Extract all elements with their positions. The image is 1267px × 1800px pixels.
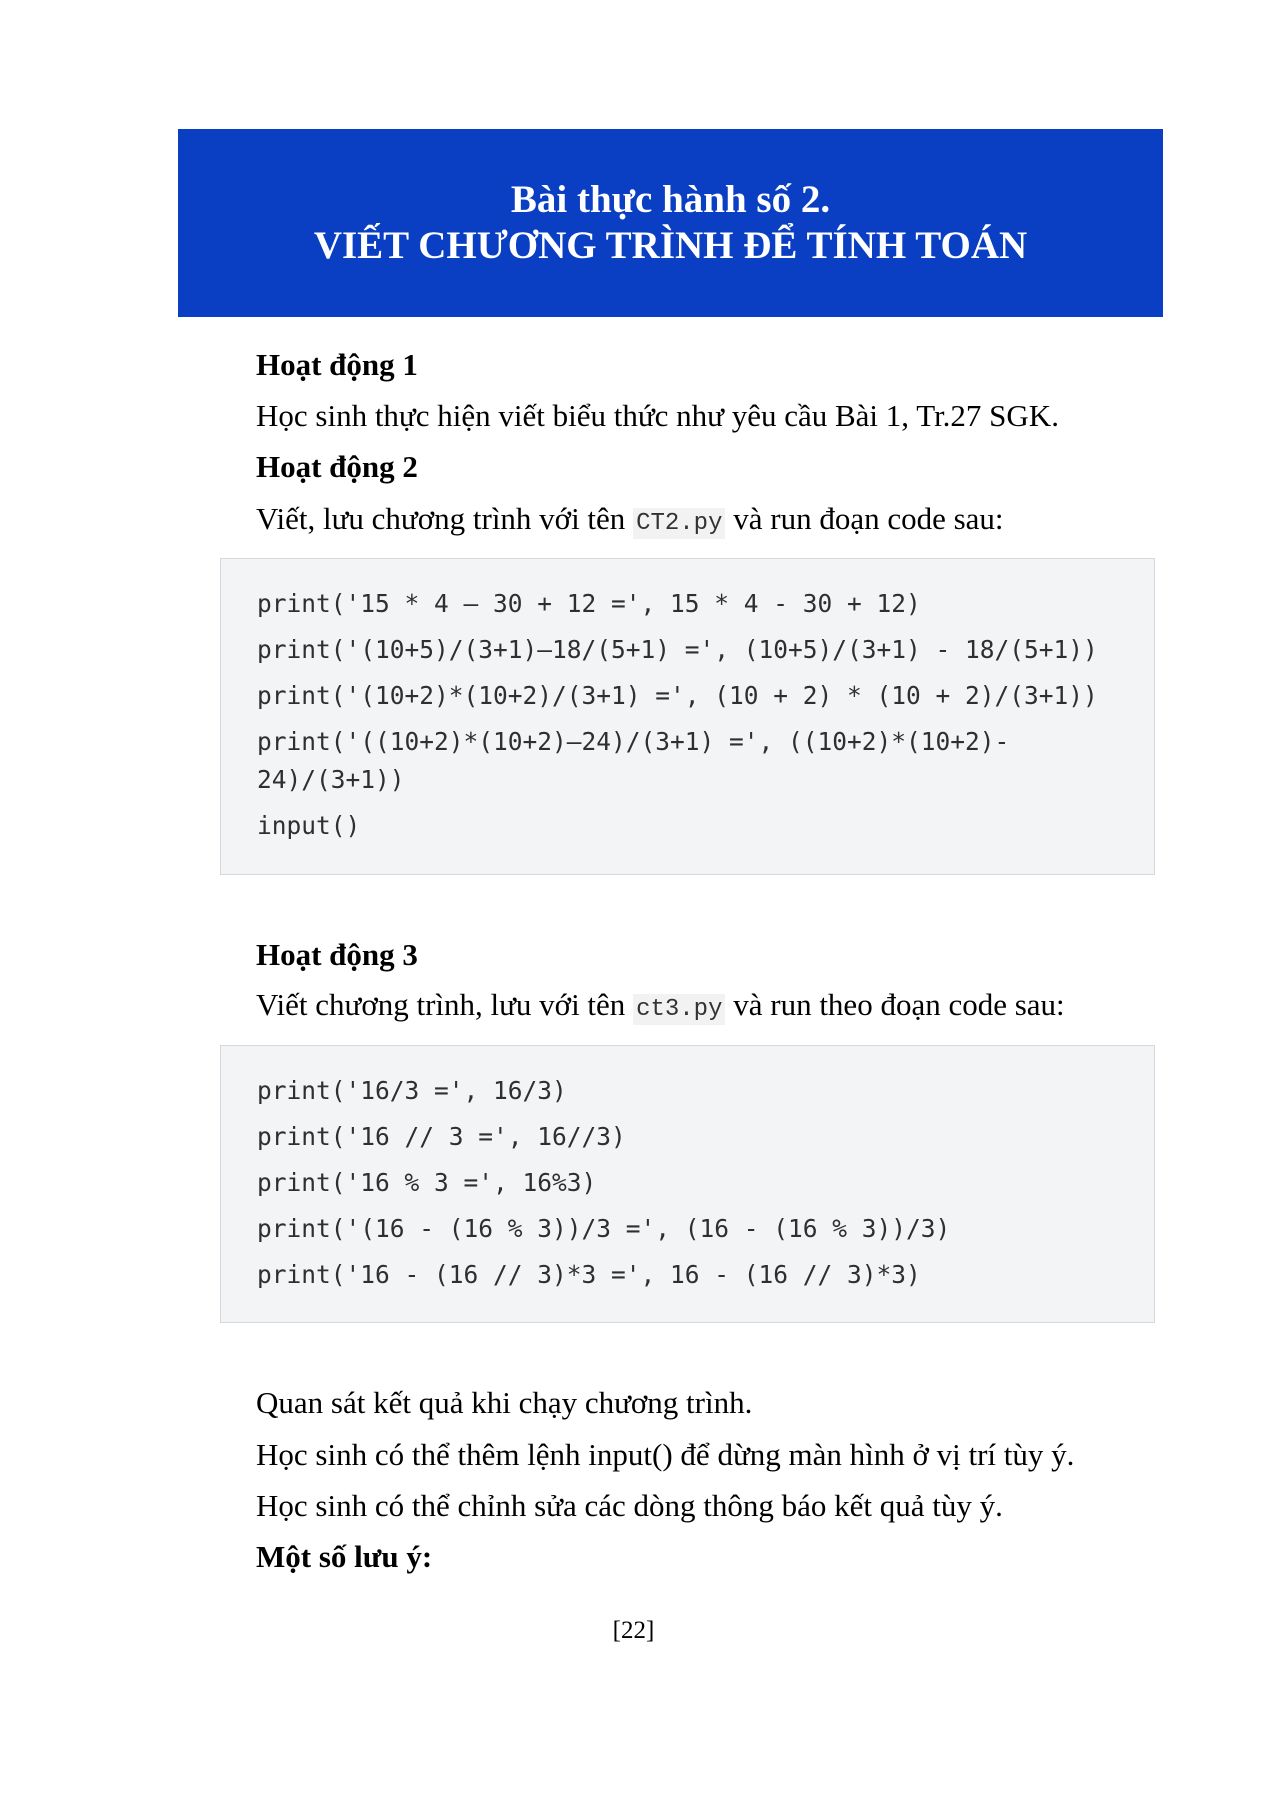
- code-block-activity-3: [220, 1045, 1155, 1323]
- activity-2-heading: Hoạt động 2: [256, 449, 418, 484]
- filename-ct2: CT2.py: [633, 508, 725, 539]
- code-line: print('(10+2)*(10+2)/(3+1) =', (10 + 2) * (10 + 2)/(3+1)): [257, 681, 1098, 710]
- page-number: [22]: [612, 1617, 655, 1644]
- title-banner: [178, 129, 1163, 317]
- code-line: print('(16 - (16 % 3))/3 =', (16 - (16 % 3))/3): [257, 1214, 951, 1243]
- filename-ct3: ct3.py: [633, 994, 725, 1025]
- code-line: print('16/3 =', 16/3): [257, 1076, 567, 1105]
- note-line-2: Học sinh có thể thêm lệnh input() để dừng màn hình ở vị trí tùy ý.: [256, 1437, 1075, 1472]
- code-line: print('16 - (16 // 3)*3 =', 16 - (16 // 3)*3): [257, 1260, 921, 1289]
- activity-1-heading: Hoạt động 1: [256, 347, 418, 382]
- note-line-3: Học sinh có thể chỉnh sửa các dòng thông báo kết quả tùy ý.: [256, 1488, 1003, 1523]
- code-line: print('15 * 4 – 30 + 12 =', 15 * 4 - 30 + 12): [257, 589, 921, 618]
- code-line: 24)/(3+1)): [257, 765, 405, 794]
- activity-3-heading: Hoạt động 3: [256, 937, 418, 972]
- code-line: input(): [257, 811, 361, 840]
- code-block-activity-2: [220, 558, 1155, 875]
- activity-1-text: Học sinh thực hiện viết biểu thức như yêu cầu Bài 1, Tr.27 SGK.: [256, 398, 1059, 433]
- activity-3-text: Viết chương trình, lưu với tên ct3.py và run theo đoạn code sau:: [256, 987, 1065, 1023]
- code-line: print('16 // 3 =', 16//3): [257, 1122, 626, 1151]
- code-line: print('16 % 3 =', 16%3): [257, 1168, 597, 1197]
- title-line-2: VIẾT CHƯƠNG TRÌNH ĐỂ TÍNH TOÁN: [313, 224, 1028, 267]
- title-line-1: Bài thực hành số 2.: [510, 178, 831, 221]
- note-line-1: Quan sát kết quả khi chạy chương trình.: [256, 1385, 753, 1420]
- code-line: print('((10+2)*(10+2)–24)/(3+1) =', ((10+2)*(10+2)-: [257, 727, 1010, 756]
- code-line: print('(10+5)/(3+1)–18/(5+1) =', (10+5)/(3+1) - 18/(5+1)): [257, 635, 1098, 664]
- notes-heading: Một số lưu ý:: [256, 1539, 433, 1574]
- activity-2-text: Viết, lưu chương trình với tên CT2.py và run đoạn code sau:: [256, 501, 1004, 537]
